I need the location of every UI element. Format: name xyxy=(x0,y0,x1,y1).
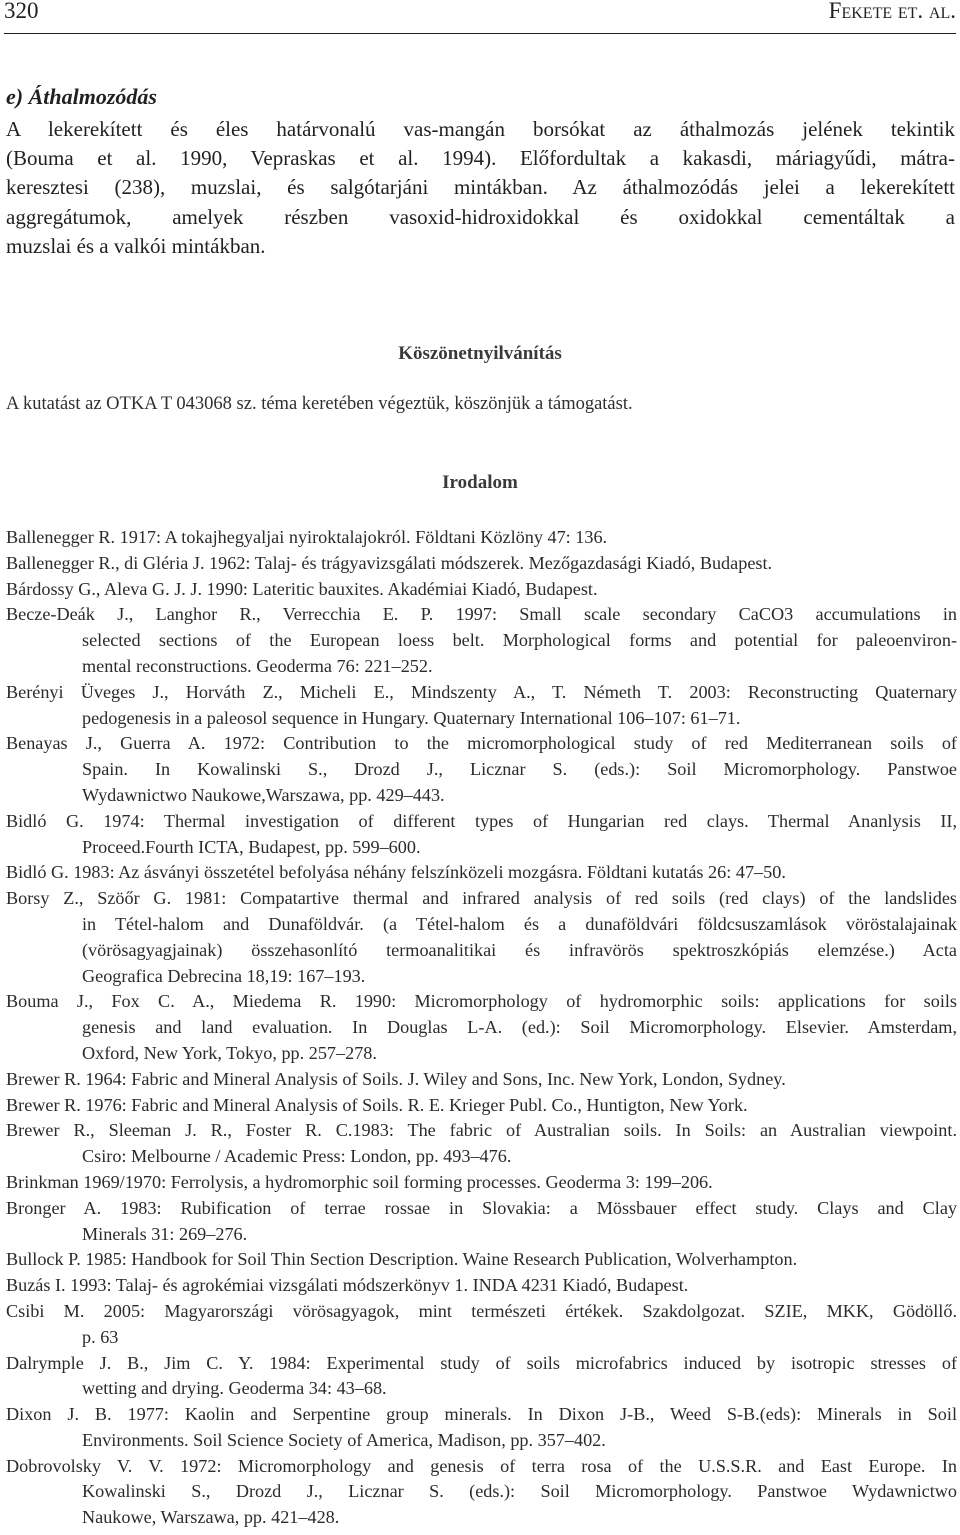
reference-line: Buzás I. 1993: Talaj- és agrokémiai vizsgálati módszerkönyv 1. INDA 4231 Kiadó, Budapest. xyxy=(6,1275,689,1296)
reference-line: Ballenegger R. 1917: A tokajhegyaljai nyiroktalajokról. Földtani Közlöny 47: 136. xyxy=(6,527,608,547)
reference-line: Environments. Soil Science Society of America, Madison, pp. 357–402. xyxy=(82,1429,606,1450)
reference-entry xyxy=(6,731,957,808)
reference-line: Kowalinski S., Drozd J., Licznar S. (eds.): Soil Micromorphology. Panstwoe Wydawnictwo xyxy=(82,1481,957,1502)
reference-line: Minerals 31: 269–276. xyxy=(82,1223,248,1244)
reference-list xyxy=(6,525,957,1531)
header-rule xyxy=(4,33,956,34)
reference-line: Naukowe, Warszawa, pp. 421–428. xyxy=(82,1507,340,1528)
reference-entry xyxy=(6,1273,957,1299)
section-heading: e) Áthalmozódás xyxy=(6,84,157,109)
reference-entry xyxy=(6,1170,957,1196)
reference-entry xyxy=(6,1454,957,1531)
acknowledgement-heading: Köszönetnyilvánítás xyxy=(398,343,562,364)
reference-line: pedogenesis in a paleosol sequence in Hungary. Quaternary International 106–107: 61–71. xyxy=(82,707,741,728)
paragraph-line: (Bouma et al. 1990, Vepraskas et al. 1994). Előfordultak a kakasdi, máriagyűdi, mátra- xyxy=(6,146,955,171)
page-number: 320 xyxy=(4,0,39,23)
running-author: Fekete et. al. xyxy=(828,0,956,23)
reference-line: Brewer R. 1964: Fabric and Mineral Analysis of Soils. J. Wiley and Sons, Inc. New York, London, Sydney. xyxy=(6,1068,786,1089)
reference-entry xyxy=(6,1093,957,1119)
reference-entry xyxy=(6,551,957,577)
reference-entry xyxy=(6,1067,957,1093)
paragraph-line: muzslai és a valkói mintákban. xyxy=(6,233,266,258)
reference-line: Brewer R., Sleeman J. R., Foster R. C.1983: The fabric of Australian soils. In Soils: an Australian viewpoint. xyxy=(6,1120,957,1141)
paragraph-line: aggregátumok, amelyek részben vasoxid-hidroxidokkal és oxidokkal cementáltak a xyxy=(6,204,955,229)
reference-line: Bullock P. 1985: Handbook for Soil Thin Section Description. Waine Research Publication, Wolverhampton. xyxy=(6,1249,798,1270)
reference-line: Wydawnictwo Naukowe,Warszawa, pp. 429–443. xyxy=(82,784,445,805)
references-heading: Irodalom xyxy=(442,472,518,493)
paragraph-line: A lekerekített és éles határvonalú vas-mangán borsókat az áthalmozás jelének tekintik xyxy=(6,117,955,141)
reference-entry xyxy=(6,1247,957,1273)
reference-line: mental reconstructions. Geoderma 76: 221–252. xyxy=(82,655,433,676)
running-header xyxy=(4,0,956,33)
reference-line: Bronger A. 1983: Rubification of terrae rossae in Slovakia: a Mössbauer effect study. Clays and Clay xyxy=(6,1197,957,1218)
reference-line: Ballenegger R., di Gléria J. 1962: Talaj- és trágyavizsgálati módszerek. Mezőgazdasági Kiadó, Budapest. xyxy=(6,552,773,573)
reference-entry xyxy=(6,602,957,679)
reference-line: Dobrovolsky V. V. 1972: Micromorphology and genesis of terra rosa of the U.S.S.R. and East Europe. In xyxy=(6,1455,957,1476)
reference-line: Becze-Deák J., Langhor R., Verrecchia E. P. 1997: Small scale secondary CaCO3 accumulations in xyxy=(6,604,957,625)
reference-entry xyxy=(6,886,957,989)
reference-line: Dalrymple J. B., Jim C. Y. 1984: Experimental study of soils microfabrics induced by isotropic stresses of xyxy=(6,1352,957,1373)
reference-line: Berényi Üveges J., Horváth Z., Micheli E., Mindszenty A., T. Németh T. 2003: Reconstructing Quaternary xyxy=(6,681,957,702)
reference-line: in Tétel-halom and Dunaföldvár. (a Tétel-halom és a dunaföldvári földcsuszamlások vöröstalajainak xyxy=(82,913,957,934)
reference-entry xyxy=(6,680,957,732)
reference-line: (vörösagyagjainak) összehasonlító termoanalitikai és infravörös spektroszkópiás elemzése.) Acta xyxy=(82,939,957,960)
reference-entry xyxy=(6,1196,957,1248)
acknowledgement-text: A kutatást az OTKA T 043068 sz. téma keretében végeztük, köszönjük a támogatást. xyxy=(6,394,633,414)
reference-entry xyxy=(6,1299,957,1351)
body-paragraph xyxy=(6,115,955,261)
reference-entry xyxy=(6,1351,957,1403)
reference-line: Spain. In Kowalinski S., Drozd J., Licznar S. (eds.): Soil Micromorphology. Panstwoe xyxy=(82,759,957,780)
reference-entry xyxy=(6,989,957,1066)
reference-line: Geografica Debrecina 18,19: 167–193. xyxy=(82,965,366,986)
reference-entry xyxy=(6,809,957,861)
reference-line: Proceed.Fourth ICTA, Budapest, pp. 599–600. xyxy=(82,836,421,857)
reference-entry xyxy=(6,525,957,551)
reference-line: Bidló G. 1974: Thermal investigation of different types of Hungarian red clays. Thermal Ananlysis II, xyxy=(6,810,957,831)
reference-line: selected sections of the European loess belt. Morphological forms and potential for paleoenviron- xyxy=(82,630,957,651)
reference-line: Bouma J., Fox C. A., Miedema R. 1990: Micromorphology of hydromorphic soils: applications for soils xyxy=(6,991,957,1012)
reference-line: wetting and drying. Geoderma 34: 43–68. xyxy=(82,1378,387,1399)
reference-line: genesis and land evaluation. In Douglas L-A. (ed.): Soil Micromorphology. Elsevier. Amsterdam, xyxy=(82,1017,957,1038)
reference-entry xyxy=(6,1118,957,1170)
reference-line: Bárdossy G., Aleva G. J. J. 1990: Lateritic bauxites. Akadémiai Kiadó, Budapest. xyxy=(6,578,598,599)
reference-line: Oxford, New York, Tokyo, pp. 257–278. xyxy=(82,1042,377,1063)
reference-line: Brewer R. 1976: Fabric and Mineral Analysis of Soils. R. E. Krieger Publ. Co., Huntigton, New York. xyxy=(6,1094,748,1115)
reference-line: Borsy Z., Szöőr G. 1981: Compatartive thermal and infrared analysis of red soils (red clays) of the landslides xyxy=(6,888,957,909)
reference-line: p. 63 xyxy=(82,1326,119,1347)
paragraph-line: keresztesi (238), muzslai, és salgótarjáni mintákban. Az áthalmozódás jelei a lekerekített xyxy=(6,175,955,200)
reference-entry xyxy=(6,577,957,603)
reference-line: Csibi M. 2005: Magyarországi vörösagyagok, mint természeti értékek. Szakdolgozat. SZIE, MKK, Gödöllő. xyxy=(6,1300,957,1321)
reference-line: Dixon J. B. 1977: Kaolin and Serpentine group minerals. In Dixon J-B., Weed S-B.(eds): Minerals in Soil xyxy=(6,1404,957,1425)
reference-line: Brinkman 1969/1970: Ferrolysis, a hydromorphic soil forming processes. Geoderma 3: 199–206. xyxy=(6,1171,713,1192)
reference-line: Bidló G. 1983: Az ásványi összetétel befolyása néhány felszínközeli mozgásra. Földtani kutatás 26: 47–50. xyxy=(6,862,786,883)
reference-entry xyxy=(6,1402,957,1454)
reference-entry xyxy=(6,860,957,886)
reference-line: Csiro: Melbourne / Academic Press: London, pp. 493–476. xyxy=(82,1146,512,1167)
reference-line: Benayas J., Guerra A. 1972: Contribution to the micromorphological study of red Mediterranean soils of xyxy=(6,733,957,754)
